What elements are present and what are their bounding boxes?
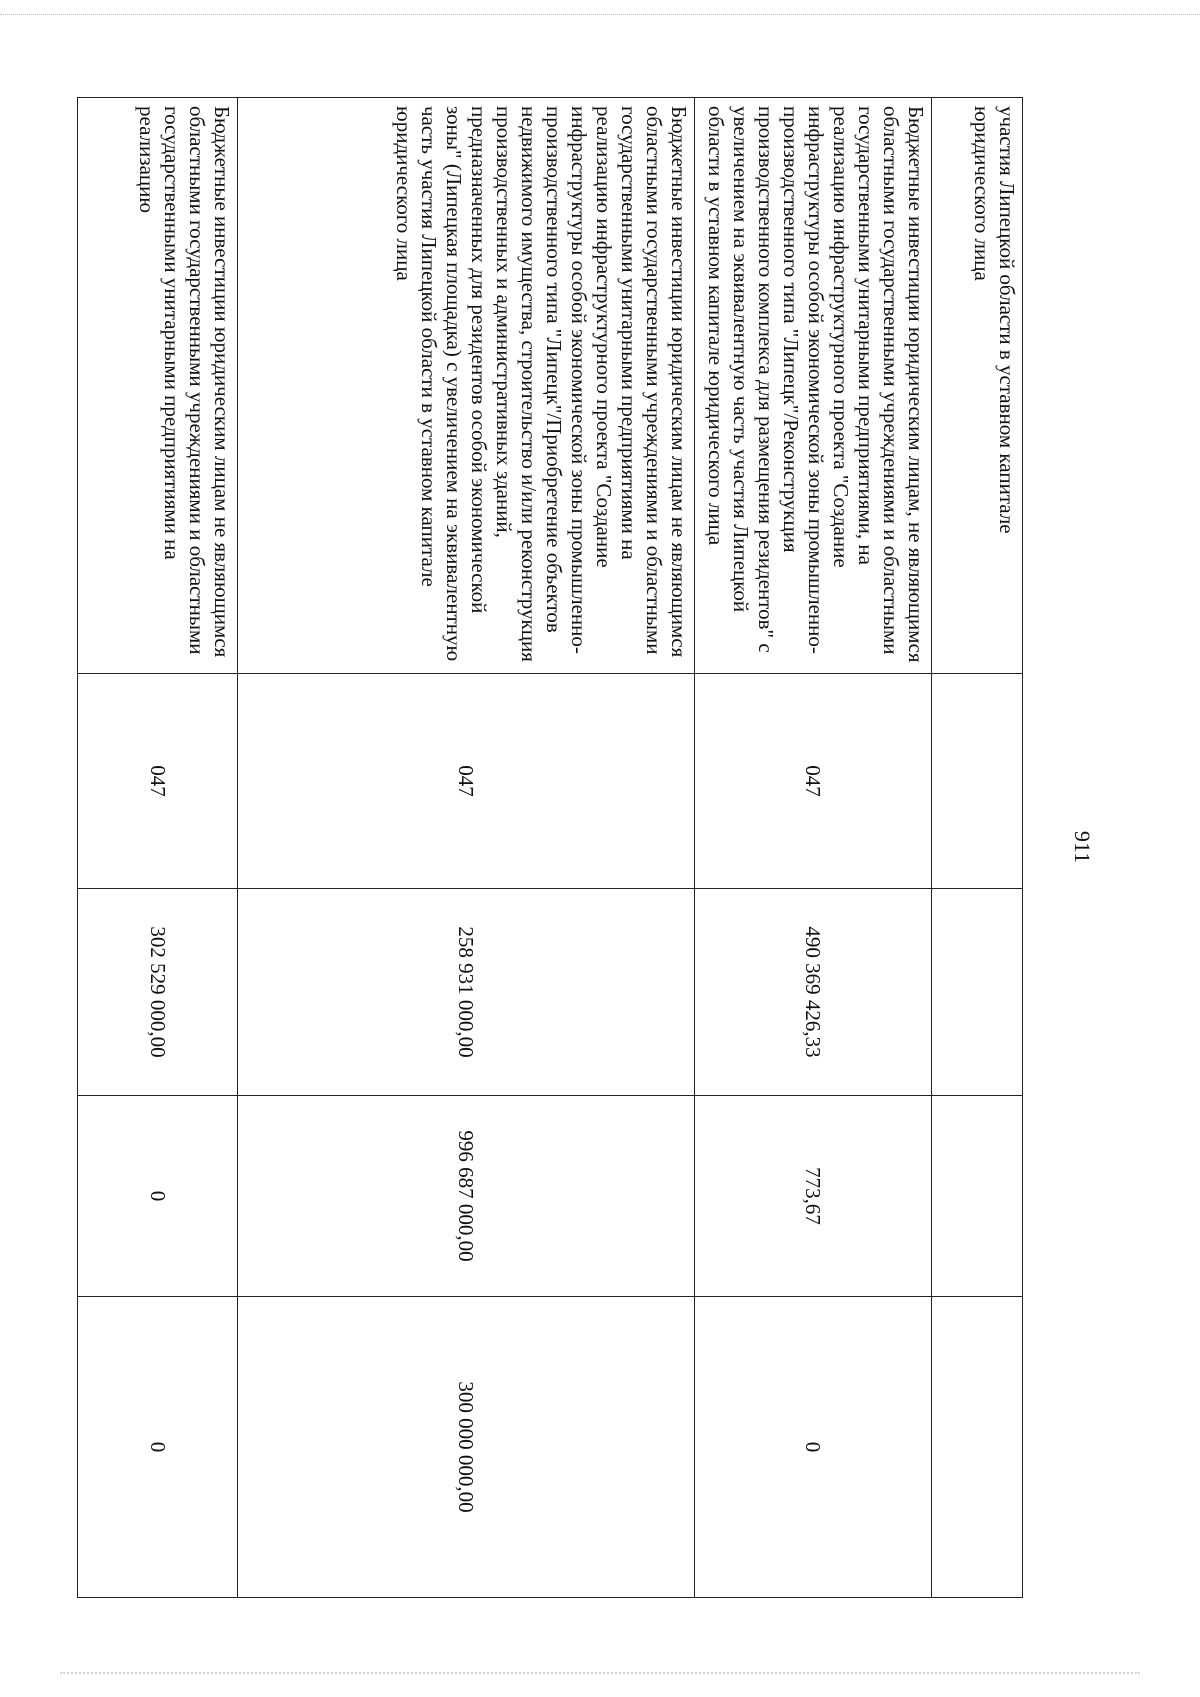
row-description: Бюджетные инвестиции юридическим лицам, не являющимся областными государственными учреждениями и областными государственными унитарными предприятиями, на реализацию инфраструктурного проекта "Создание инфраструктуры особой экономической зоны промышленно-производственного типа "Липецк"/Реконструкция производственного комплекса для размещения резидентов" с увеличением на эквивалентную часть участия Липецкой области в уставном капитале юридического лица [695, 98, 932, 674]
row-value-3: 0 [695, 1297, 932, 1598]
row-value-2 [932, 1096, 1023, 1297]
row-code [932, 674, 1023, 889]
scan-bottom-edge [60, 1672, 1140, 1674]
row-code: 047 [78, 674, 238, 889]
scan-top-edge [0, 14, 1200, 15]
row-value-3 [932, 1297, 1023, 1598]
row-value-2: 773,67 [695, 1096, 932, 1297]
row-code: 047 [238, 674, 695, 889]
row-description: Бюджетные инвестиции юридическим лицам не являющимся областными государственными учреждениями и областными государственными унитарными предприятиями на реализацию [78, 98, 238, 674]
table-row [695, 98, 932, 1598]
row-value-3: 0 [78, 1297, 238, 1598]
row-value-3: 300 000 000,00 [238, 1297, 695, 1598]
table-row [78, 98, 238, 1598]
row-code: 047 [695, 674, 932, 889]
row-value-1: 258 931 000,00 [238, 889, 695, 1096]
row-value-1: 302 529 000,00 [78, 889, 238, 1096]
page-number: 911 [1070, 830, 1095, 864]
row-value-1: 490 369 426,33 [695, 889, 932, 1096]
table-row [932, 98, 1023, 1598]
budget-table [77, 97, 1023, 1598]
table-row [238, 98, 695, 1598]
row-value-1 [932, 889, 1023, 1096]
row-description: участия Липецкой области в уставном капитале юридического лица [932, 98, 1023, 674]
row-value-2: 0 [78, 1096, 238, 1297]
row-description: Бюджетные инвестиции юридическим лицам не являющимся областными государственными учреждениями и областными государственными унитарными предприятиями на реализацию инфраструктурного проекта "Создание инфраструктуры особой экономической зоны промышленно-производственного типа "Липецк"/Приобретение объектов недвижимого имущества, строительство и/или реконструкция производственных и административных зданий, предназначенных для резидентов особой экономической зоны" (Липецкая площадка) с увеличением на эквивалентную часть участия Липецкой области в уставном капитале юридического лица [238, 98, 695, 674]
row-value-2: 996 687 000,00 [238, 1096, 695, 1297]
rotated-page [118, 97, 1095, 1597]
